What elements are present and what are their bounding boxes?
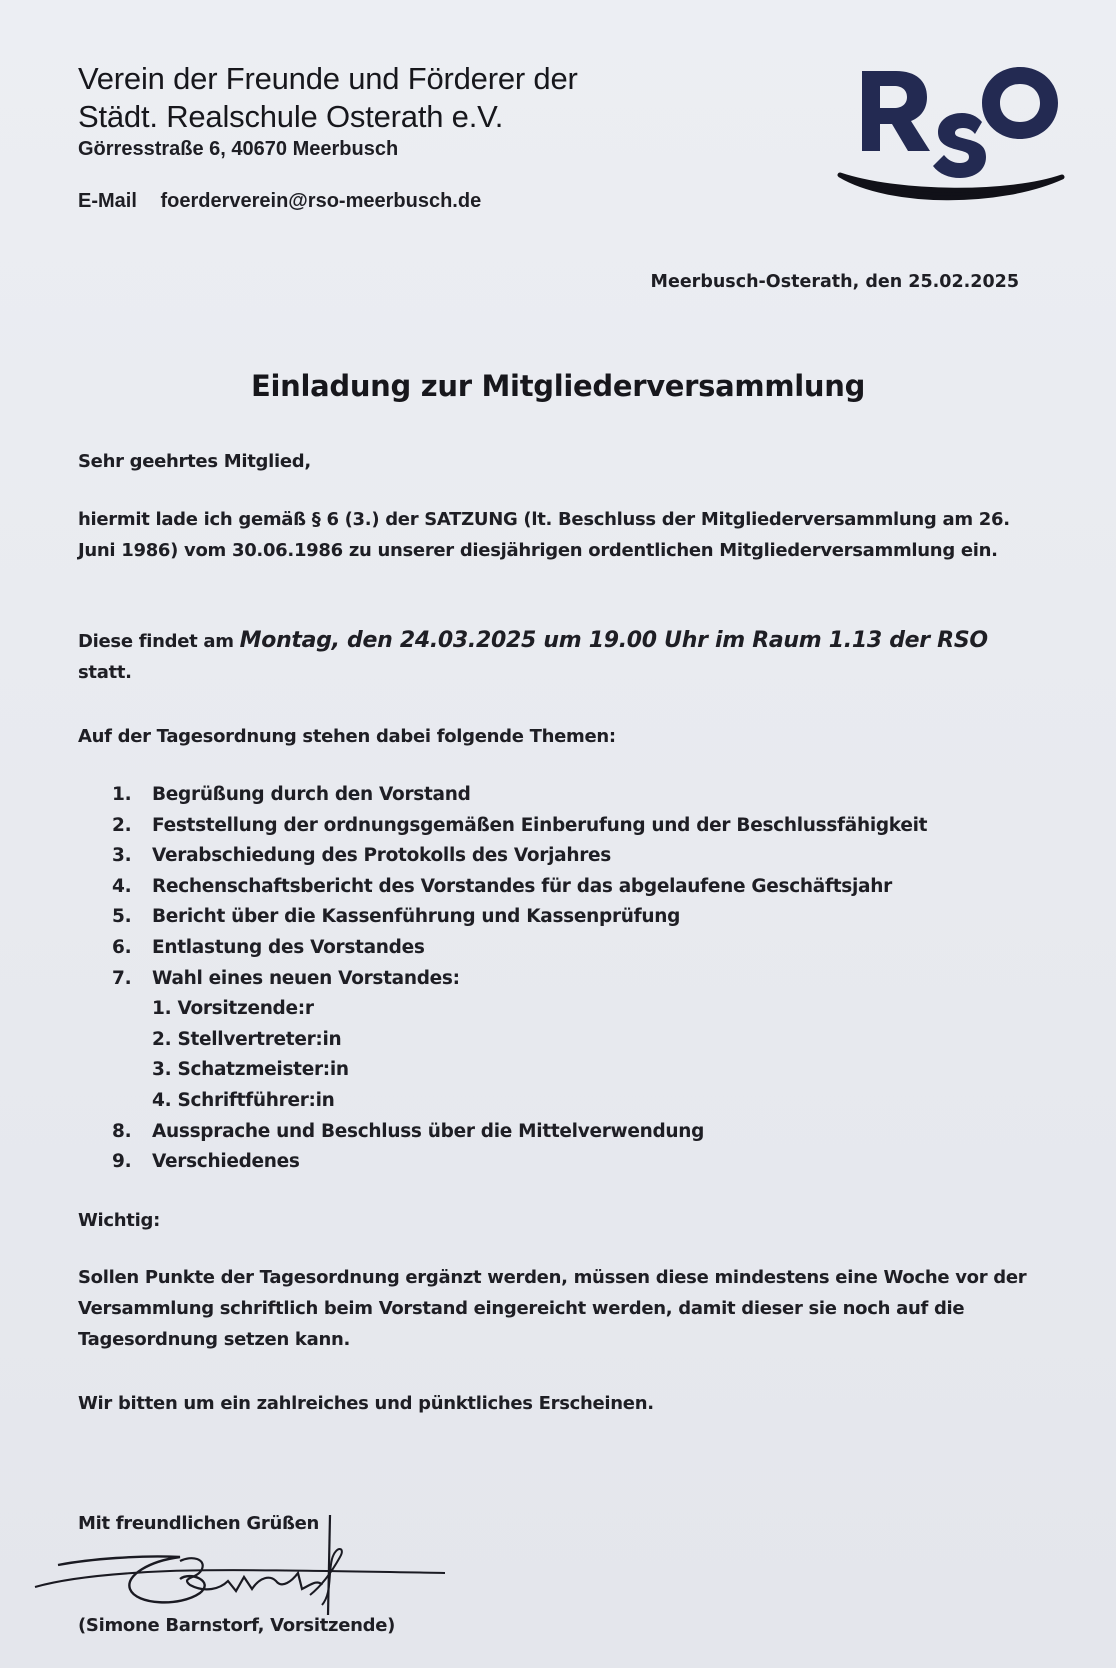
attendance-request: Wir bitten um ein zahlreiches und pünktliches Erscheinen.: [78, 1393, 654, 1414]
meeting-details-paragraph: [78, 625, 1028, 688]
agenda-item: 5. Bericht über die Kassenführung und Kassenprüfung: [112, 906, 681, 928]
email-address: foerderverein@rso-meerbusch.de: [160, 190, 482, 212]
agenda-subitem: 4. Schriftführer:in: [152, 1089, 335, 1111]
agenda-item: 7. Wahl eines neuen Vorstandes:: [112, 967, 460, 989]
closing-greeting: Mit freundlichen Grüßen: [78, 1513, 320, 1534]
agenda-subitem: 1. Vorsitzende:r: [152, 998, 314, 1020]
agenda-item: 1. Begrüßung durch den Vorstand: [112, 784, 471, 805]
important-label: Wichtig:: [78, 1210, 160, 1231]
salutation: Sehr geehrtes Mitglied,: [78, 451, 311, 472]
agenda-subitem: 2. Stellvertreter:in: [152, 1028, 342, 1050]
org-name-line2: Städt. Realschule Osterath e.V.: [78, 99, 504, 134]
signer-name: (Simone Barnstorf, Vorsitzende): [78, 1615, 396, 1636]
agenda-intro: Auf der Tagesordnung stehen dabei folgende Themen:: [78, 726, 616, 747]
agenda-item: 9. Verschiedenes: [112, 1151, 300, 1173]
org-name-line1: Verein der Freunde und Förderer der: [78, 61, 578, 96]
org-address: Görresstraße 6, 40670 Meerbusch: [78, 138, 399, 160]
agenda-item: 2. Feststellung der ordnungsgemäßen Einberufung und der Beschlussfähigkeit: [112, 814, 928, 836]
agenda-item: 6. Entlastung des Vorstandes: [112, 936, 425, 958]
agenda-subitem: 3. Schatzmeister:in: [152, 1059, 349, 1081]
agenda-item: 8. Aussprache und Beschluss über die Mittelverwendung: [112, 1120, 705, 1142]
meeting-date-time-room: Montag, den 24.03.2025 um 19.00 Uhr im Raum 1.13 der RSO: [239, 628, 988, 653]
letterhead: [78, 60, 678, 161]
agenda-item: 4. Rechenschaftsbericht des Vorstandes für das abgelaufene Geschäftsjahr: [112, 875, 892, 897]
letter-date: Meerbusch-Osterath, den 25.02.2025: [650, 272, 1019, 292]
invitation-paragraph: hiermit lade ich gemäß § 6 (3.) der SATZUNG (lt. Beschluss der Mitgliederversammlung am 26. Juni 1986) vom 30.06.1986 zu unserer diesjährigen ordentlichen Mitgliederversammlung ein.: [78, 509, 1010, 561]
org-email-line: [78, 190, 481, 213]
document-title: Einladung zur Mitgliederversammlung: [250, 369, 866, 403]
meeting-prefix: Diese findet am: [78, 631, 240, 652]
agenda-list: [112, 780, 927, 1178]
handwritten-signature: [30, 1515, 450, 1620]
agenda-item: 3. Verabschiedung des Protokolls des Vorjahres: [112, 845, 612, 867]
rso-logo: [830, 55, 1070, 225]
meeting-suffix: statt.: [78, 662, 132, 683]
email-label: E-Mail: [78, 190, 137, 212]
agenda-addition-note: Sollen Punkte der Tagesordnung ergänzt werden, müssen diese mindestens eine Woche vor der Versammlung schriftlich beim Vorstand eingereicht werden, damit dieser sie noch auf die Tagesordnung setzen kann.: [78, 1267, 1027, 1350]
